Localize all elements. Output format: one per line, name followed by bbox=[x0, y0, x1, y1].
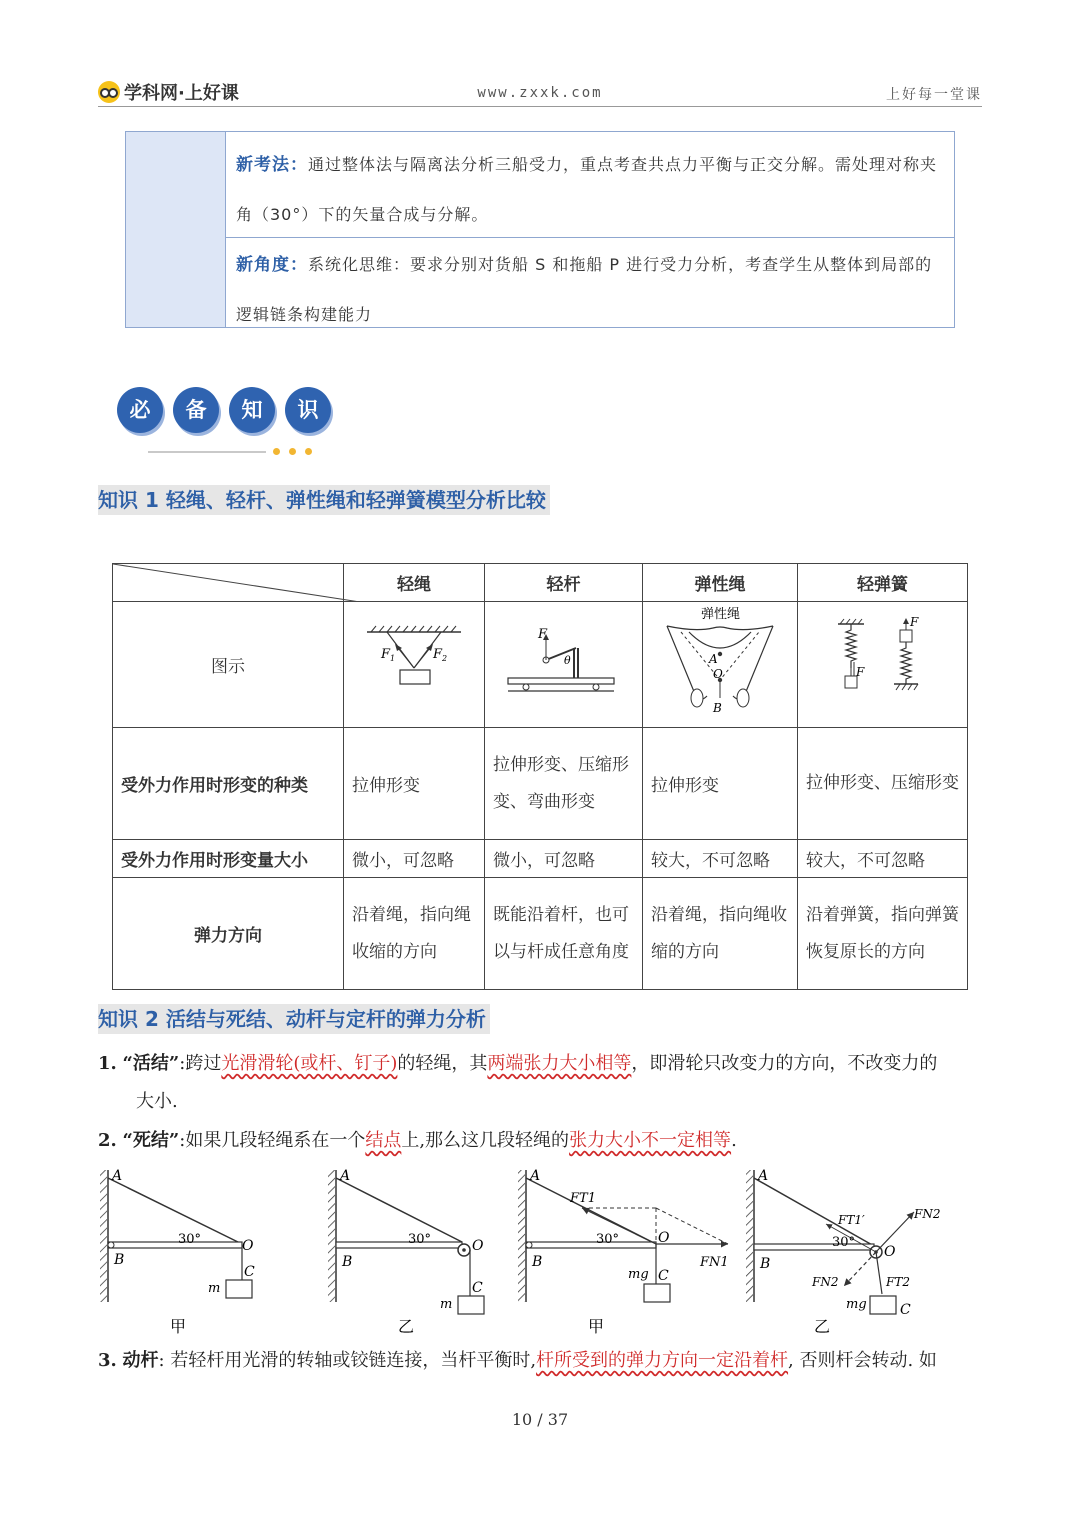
item-number: 3. bbox=[98, 1350, 117, 1371]
table-header-row bbox=[113, 564, 968, 602]
col-header: 轻绳 bbox=[344, 564, 485, 602]
figure-light-spring bbox=[798, 602, 968, 728]
elastic-rope-label: 弹性绳 bbox=[701, 607, 741, 622]
slogan: 上好每一堂课 bbox=[886, 87, 982, 103]
caption-1: 甲 bbox=[170, 1317, 187, 1336]
label-c: C bbox=[244, 1264, 255, 1280]
table-cell: 较大，不可忽略 bbox=[798, 840, 968, 878]
table-row-deform-type bbox=[113, 728, 968, 840]
force-label-ft1-prime: FT1′ bbox=[838, 1213, 865, 1227]
term-dead-knot: “死结” bbox=[122, 1130, 180, 1151]
figure-light-rod bbox=[485, 602, 643, 728]
table-cell: 沿着绳，指向绳收缩的方向 bbox=[643, 878, 798, 990]
table-cell: 既能沿着杆，也可以与杆成任意角度 bbox=[485, 878, 643, 990]
angle-label: 30° bbox=[596, 1232, 620, 1247]
spring-force-label-1: F bbox=[855, 665, 864, 679]
decor-dot bbox=[289, 448, 296, 455]
diagram-1 bbox=[100, 1168, 255, 1336]
table-cell: 拉伸形变、压缩形变、弯曲形变 bbox=[485, 728, 643, 840]
force-label-ft1: FT1 bbox=[570, 1191, 596, 1206]
paragraph-live-knot-cont: 大小. bbox=[136, 1091, 178, 1112]
text-span: :如果几段轻绳系在一个 bbox=[179, 1130, 366, 1151]
text-span: ，即滑轮只改变力的方向，不改变力的 bbox=[631, 1053, 938, 1074]
table-cell: 拉伸形变、压缩形变 bbox=[798, 728, 968, 840]
exam-info-box bbox=[125, 131, 955, 328]
force-label-ft2: FT2 bbox=[886, 1275, 910, 1289]
new-angle-text: 系统化思维：要求分别对货船 S 和拖船 P 进行受力分析，考查学生从整体到局部的逻辑链条构建能力 bbox=[236, 255, 933, 324]
text-span: 上,那么这几段轻绳的 bbox=[401, 1130, 570, 1151]
label-o: O bbox=[242, 1238, 254, 1254]
mass-label: m bbox=[208, 1281, 221, 1296]
new-angle-label: 新角度： bbox=[236, 255, 308, 275]
knowledge2-title: 知识 2 活结与死结、动杆与定杆的弹力分析 bbox=[98, 1004, 490, 1034]
highlight-text: 结点 bbox=[365, 1130, 402, 1151]
angle-label: 30° bbox=[408, 1232, 432, 1247]
new-method-text: 通过整体法与隔离法分析三船受力，重点考查共点力平衡与正交分解。需处理对称夹角（30°）下的矢量合成与分解。 bbox=[236, 155, 938, 224]
highlight-text: 光滑滑轮(或杆、钉子) bbox=[221, 1053, 398, 1074]
f2-label: $F_2$ bbox=[433, 647, 448, 663]
mg-label: mg bbox=[628, 1267, 649, 1282]
label-a: A bbox=[112, 1168, 123, 1184]
section-title-char-2: 备 bbox=[173, 387, 219, 433]
item-number: 1. bbox=[98, 1053, 117, 1074]
highlight-text: 两端张力大小相等 bbox=[487, 1053, 632, 1074]
force-label-fn1: FN1 bbox=[700, 1255, 729, 1270]
new-angle-row bbox=[226, 238, 954, 329]
table-row-direction bbox=[113, 878, 968, 990]
text-span: : 若轻杆用光滑的转轴或铰链连接，当杆平衡时, bbox=[158, 1350, 537, 1371]
new-method-label: 新考法： bbox=[236, 155, 308, 175]
text-span: 的轻绳，其 bbox=[397, 1053, 488, 1074]
table-cell: 微小，可忽略 bbox=[344, 840, 485, 878]
label-c: C bbox=[658, 1268, 669, 1284]
table-row-figure bbox=[113, 602, 968, 728]
label-c: C bbox=[900, 1302, 911, 1318]
label-b: B bbox=[760, 1256, 771, 1272]
section-title-char-1: 必 bbox=[117, 387, 163, 433]
knot-diagrams bbox=[96, 1162, 986, 1342]
decor-dot bbox=[305, 448, 312, 455]
info-box-side-column bbox=[126, 132, 226, 327]
label-b: B bbox=[114, 1252, 125, 1268]
model-comparison-table bbox=[112, 563, 968, 990]
section-title-char-4: 识 bbox=[285, 387, 331, 433]
label-o: O bbox=[884, 1244, 896, 1260]
mg-label: mg bbox=[846, 1297, 867, 1312]
page-number: 10 / 37 bbox=[511, 1410, 569, 1429]
site-url: www.zxxk.com bbox=[477, 85, 603, 101]
figure-light-rope bbox=[344, 602, 485, 728]
highlight-text: 张力大小不一定相等 bbox=[569, 1130, 732, 1151]
table-corner-cell bbox=[113, 564, 344, 602]
text-span: :跨过 bbox=[179, 1053, 222, 1074]
table-row-deform-size bbox=[113, 840, 968, 878]
table-cell: 较大，不可忽略 bbox=[643, 840, 798, 878]
section-title-underline bbox=[148, 451, 266, 453]
new-method-row bbox=[226, 132, 954, 238]
force-label-fn2-dashed: FN2 bbox=[812, 1275, 839, 1289]
diagram-2 bbox=[328, 1168, 484, 1336]
header-divider bbox=[98, 106, 982, 107]
table-cell: 拉伸形变 bbox=[643, 728, 798, 840]
caption-4: 乙 bbox=[814, 1317, 831, 1336]
mass-label: m bbox=[440, 1297, 453, 1312]
table-cell: 拉伸形变 bbox=[344, 728, 485, 840]
caption-3: 甲 bbox=[588, 1317, 605, 1336]
label-b: B bbox=[342, 1254, 353, 1270]
point-o-label: O bbox=[713, 667, 723, 681]
elastic-rope-diagram bbox=[643, 602, 797, 722]
row-label: 受外力作用时形变量大小 bbox=[113, 840, 344, 878]
rod-force-label: F bbox=[538, 627, 548, 642]
spring-force-label-2: F bbox=[909, 615, 918, 629]
label-c: C bbox=[472, 1280, 483, 1296]
light-rope-diagram bbox=[345, 602, 483, 722]
label-o: O bbox=[658, 1230, 670, 1246]
table-cell: 沿着弹簧，指向弹簧恢复原长的方向 bbox=[798, 878, 968, 990]
label-a: A bbox=[340, 1168, 351, 1184]
decor-dot bbox=[273, 448, 280, 455]
text-span: , 否则杆会转动. 如 bbox=[788, 1350, 937, 1371]
row-label: 弹力方向 bbox=[113, 878, 344, 990]
text-span: . bbox=[731, 1130, 737, 1151]
point-b-label: B bbox=[713, 701, 722, 715]
knowledge1-title: 知识 1 轻绳、轻杆、弹性绳和轻弹簧模型分析比较 bbox=[98, 485, 550, 515]
diagonal-line bbox=[113, 564, 360, 602]
col-header: 轻杆 bbox=[485, 564, 643, 602]
label-b: B bbox=[532, 1254, 543, 1270]
label-o: O bbox=[472, 1238, 484, 1254]
figure-elastic-rope bbox=[643, 602, 798, 728]
label-a: A bbox=[530, 1168, 541, 1184]
term-live-knot: “活结” bbox=[122, 1053, 180, 1074]
item-number: 2. bbox=[98, 1130, 117, 1151]
logo-text: 学科网·上好课 bbox=[124, 83, 239, 104]
diagram-4 bbox=[746, 1168, 940, 1336]
angle-label: 30° bbox=[832, 1235, 856, 1250]
paragraph-moving-rod bbox=[98, 1342, 988, 1380]
light-spring-diagram bbox=[806, 602, 960, 722]
light-rod-diagram bbox=[486, 602, 641, 722]
paragraph-dead-knot bbox=[98, 1122, 982, 1160]
section-title-char-3: 知 bbox=[229, 387, 275, 433]
force-label-fn2: FN2 bbox=[914, 1207, 941, 1221]
point-a-label: A bbox=[709, 652, 718, 666]
diagram-3 bbox=[518, 1168, 729, 1336]
row-label: 受外力作用时形变的种类 bbox=[113, 728, 344, 840]
table-cell: 微小，可忽略 bbox=[485, 840, 643, 878]
col-header: 轻弹簧 bbox=[798, 564, 968, 602]
label-a: A bbox=[758, 1168, 769, 1184]
col-header: 弹性绳 bbox=[643, 564, 798, 602]
row-label: 图示 bbox=[113, 602, 344, 728]
term-moving-rod: 动杆 bbox=[122, 1350, 159, 1371]
angle-label: 30° bbox=[178, 1232, 202, 1247]
highlight-text: 杆所受到的弹力方向一定沿着杆 bbox=[536, 1350, 789, 1371]
paragraph-live-knot bbox=[98, 1045, 982, 1083]
rod-angle-label: θ bbox=[564, 654, 571, 667]
caption-2: 乙 bbox=[398, 1317, 415, 1336]
f1-label: $F_1$ bbox=[381, 647, 396, 663]
table-cell: 沿着绳，指向绳收缩的方向 bbox=[344, 878, 485, 990]
